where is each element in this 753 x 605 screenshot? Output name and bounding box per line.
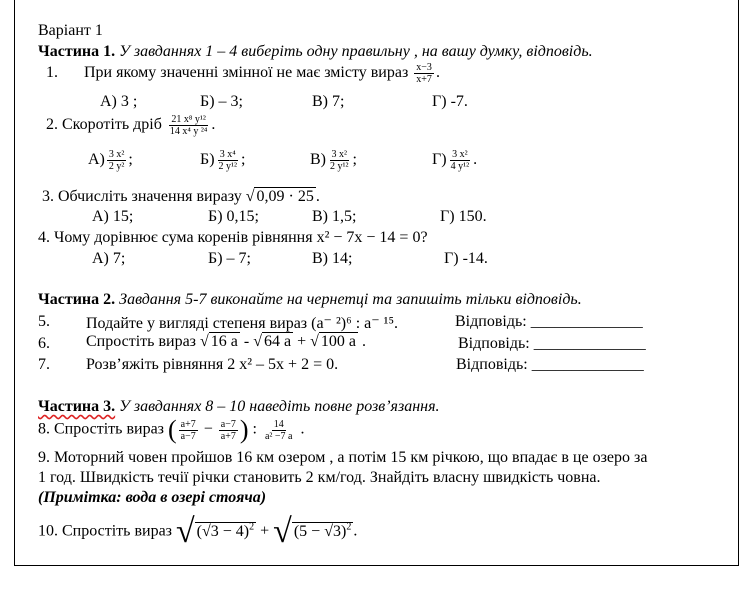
sqrt-expression: √ 0,09 · 25 [245,188,314,205]
question-number: 1. [46,64,58,82]
question-5: Подайте у вигляді степеня вираз (a⁻ ²)⁶ : a⁻ ¹⁵. [86,315,399,332]
q1-option-d: Г) -7. [432,93,468,110]
fraction: $\frac{\text{21 x⁸ y¹²}}{\text{14 x⁴ y ²⁴}}$ [169,114,208,137]
question-2: 2. Скоротіть дріб $\frac{\text{21 x⁸ y¹²}}{\text{14 x⁴ y ²⁴}}$ . [46,114,216,137]
question-9-note: (Примітка: вода в озері стояча) [38,489,267,506]
q3-option-a: А) 15; [92,208,134,225]
question-9-line-2: 1 год. Швидкість течії річки становить 2 км/год. Знайдіть власну швидкість човна. [38,469,601,486]
q1-option-a: А) 3 ; [100,93,138,110]
q6-answer-label: Відповідь: ______________ [458,335,646,352]
question-8: 8. Спростіть вираз ( $\frac{a+7}{a-7}$ − $\frac{a-7}{a+7}$ ) : $\frac{14}{\text{a² −7 a}}$ . [38,415,305,444]
q3-option-b: Б) 0,15; [208,208,259,225]
question-4: 4. Чому дорівнює сума коренів рівняння x² − 7x − 14 = 0? [38,229,428,246]
q2-option-d: Г) $\frac{\text{3 x²}}{\text{4 y¹²}}$ . [432,149,478,172]
part1-instruction: У завданнях 1 – 4 виберіть одну правильну , на вашу думку, відповідь. [119,43,593,60]
question-6: Спростіть вираз √ 16 a - √ 64 a + √ 100 a . [86,333,367,350]
fraction: $\frac{x-3}{x+7}$ [416,62,432,85]
q3-option-c: В) 1,5; [312,208,357,225]
q4-option-a: А) 7; [92,250,126,267]
question-7: Розв’яжіть рівняння 2 x² – 5x + 2 = 0. [86,356,339,373]
part2-label: Частина 2. [38,291,116,308]
question-6-number: 6. [38,335,50,352]
question-3: 3. Обчисліть значення виразу √ 0,09 · 25 . [42,188,320,205]
part2-instruction: Завдання 5-7 виконайте на чернетці та запишіть тільки відповідь. [119,291,582,308]
part3-label: Частина 3. [38,398,116,415]
q1-option-c: В) 7; [312,93,345,110]
part3-heading [38,398,440,416]
question-10: 10. Спростіть вираз √ $(√3 - 4)^2$ + √ $(5 - √3)^2$ . [38,513,358,550]
question-7-number: 7. [38,356,50,373]
q2-option-a: А) $\frac{\text{3 x²}}{\text{2 y²}}$ ; [88,149,133,172]
question-text: Скоротіть дріб [62,116,162,134]
variant-title: Варіант 1 [38,22,103,39]
part1-label: Частина 1 [38,43,112,60]
q4-option-c: В) 14; [312,250,353,267]
q2-option-b: Б) $\frac{\text{3 x⁴}}{\text{2 y¹²}}$ ; [200,149,246,172]
part2-heading [38,291,582,309]
q2-option-c: В) $\frac{\text{3 x²}}{\text{2 y¹²}}$ ; [310,149,357,172]
question-text: Чому дорівнює сума коренів рівняння x² − 7x − 14 = 0? [54,229,428,246]
question-1: 1. При якому значенні змінної не має змісту вираз $\frac{x-3}{x+7}$ . [46,62,440,85]
q7-answer-label: Відповідь: ______________ [456,356,644,373]
question-9-line-1: 9. Моторний човен пройшов 16 км озером , а потім 15 км річкою, що впадає в це озеро за [38,449,648,466]
part3-instruction: У завданнях 8 – 10 наведіть повне розв’язання. [119,398,440,415]
question-text: Обчисліть значення виразу [58,188,242,205]
question-5-number: 5. [38,313,50,330]
question-text: При якому значенні змінної не має змісту вираз [84,64,409,82]
q1-option-b: Б) – 3; [200,93,243,110]
part1-heading: Частина 1. У завданнях 1 – 4 виберіть одну правильну , на вашу думку, відповідь. [38,43,593,60]
q5-answer-label: Відповідь: ______________ [455,313,643,330]
q4-option-b: Б) – 7; [208,250,251,267]
q4-option-d: Г) -14. [444,250,488,267]
q3-option-d: Г) 150. [440,208,487,225]
